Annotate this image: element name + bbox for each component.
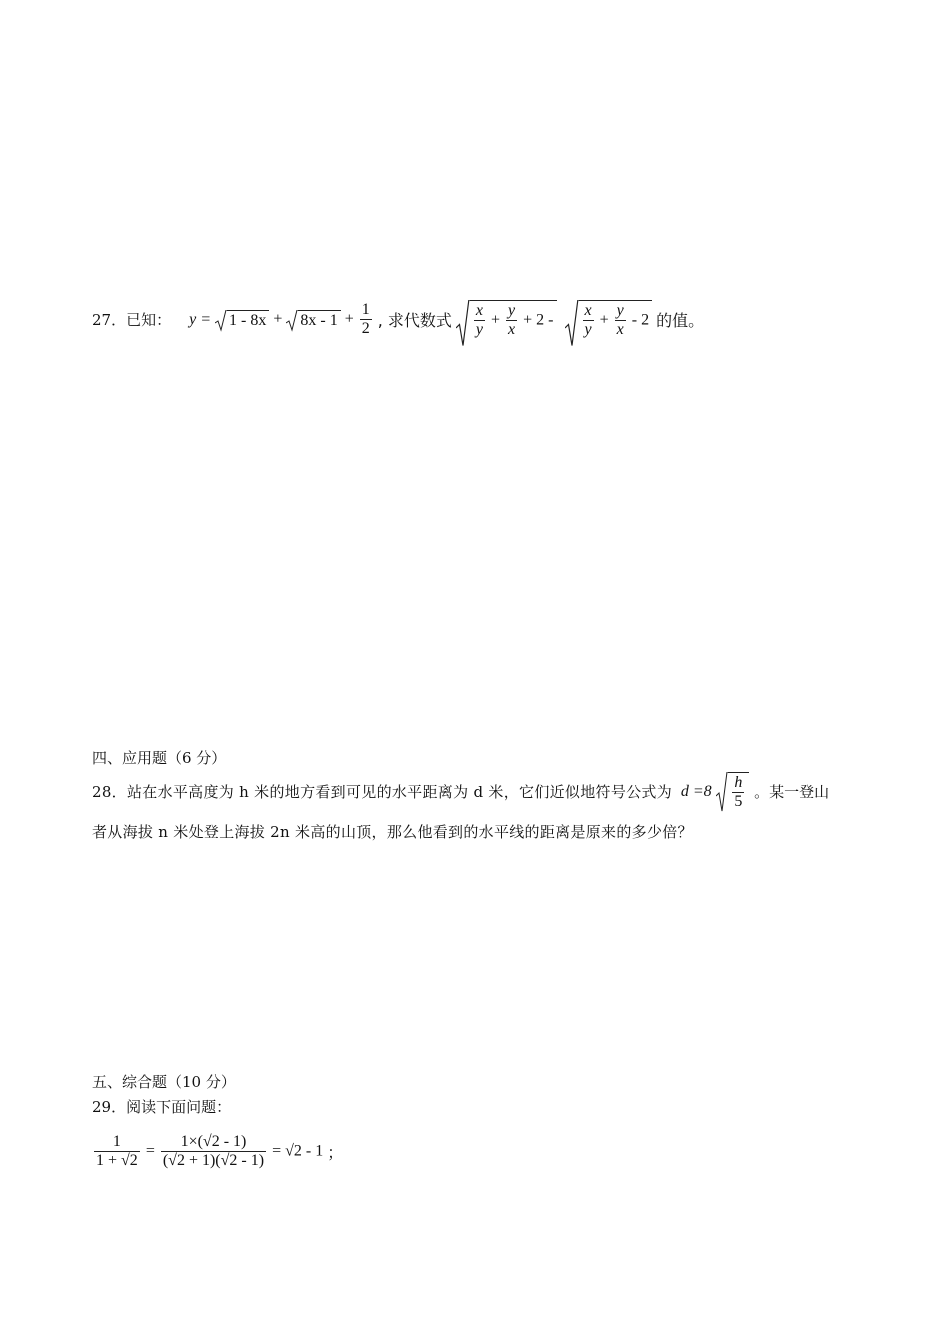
question-27-tail: 的值。 [656,311,705,330]
question-27-mid-text: , 求代数式 [377,311,452,330]
question-28-text-b: 。某一登山 [754,783,830,801]
question-28-text-a: 28．站在水平高度为 h 米的地方看到可见的水平距离为 d 米，它们近似地符号公式为 [92,783,673,801]
formula-d-lhs: d =8 [680,782,712,800]
sqrt-expression-minus: $\frac{x}{y}$ + $\frac{y}{x}$ - 2 [565,300,653,339]
sqrt-1-minus-8x: 1 - 8x [215,310,269,330]
radical-sign-icon [456,300,470,347]
question-27 [92,300,704,339]
plus-sign: + [344,310,354,328]
result-root2-minus-1: √2 - 1 [285,1142,324,1160]
fraction-rationalized: $\frac{1\times(√2 - 1)}{(√2 + 1)(√2 - 1)}$ [162,1133,265,1169]
question-29-equation [92,1133,343,1170]
question-27-number: 27．已知： [92,311,172,329]
equals-sign: = [272,1142,282,1160]
question-29-intro: 29．阅读下面问题： [92,1098,232,1116]
sqrt-expression-plus: $\frac{x}{y}$ + $\frac{y}{x}$ + 2 - [456,300,557,339]
section-5-heading: 五、综合题（10 分） [92,1073,236,1091]
equals-sign: = [145,1142,155,1160]
sqrt-h-over-5: $\frac{h}{5}$ [716,772,749,811]
fraction-one-half: $\frac{1}{2}$ [361,301,370,337]
sqrt-8x-minus-1: 8x - 1 [286,310,340,330]
radical-sign-icon [286,310,298,332]
radical-sign-icon [215,310,227,332]
radical-sign-icon [565,300,579,347]
question-28-line-1 [92,772,829,811]
y-equals: y = [189,310,211,328]
radical-sign-icon [716,772,728,812]
question-28-line-2: 者从海拔 n 米处登上海拔 2n 米高的山顶，那么他看到的水平线的距离是原来的多少倍？ [92,823,693,841]
fraction-1-over-1-plus-root2: $\frac{1}{1 + √2}$ [96,1133,138,1169]
semicolon: ； [327,1145,344,1162]
section-4-heading: 四、应用题（6 分） [92,749,227,767]
plus-sign: + [273,310,283,328]
